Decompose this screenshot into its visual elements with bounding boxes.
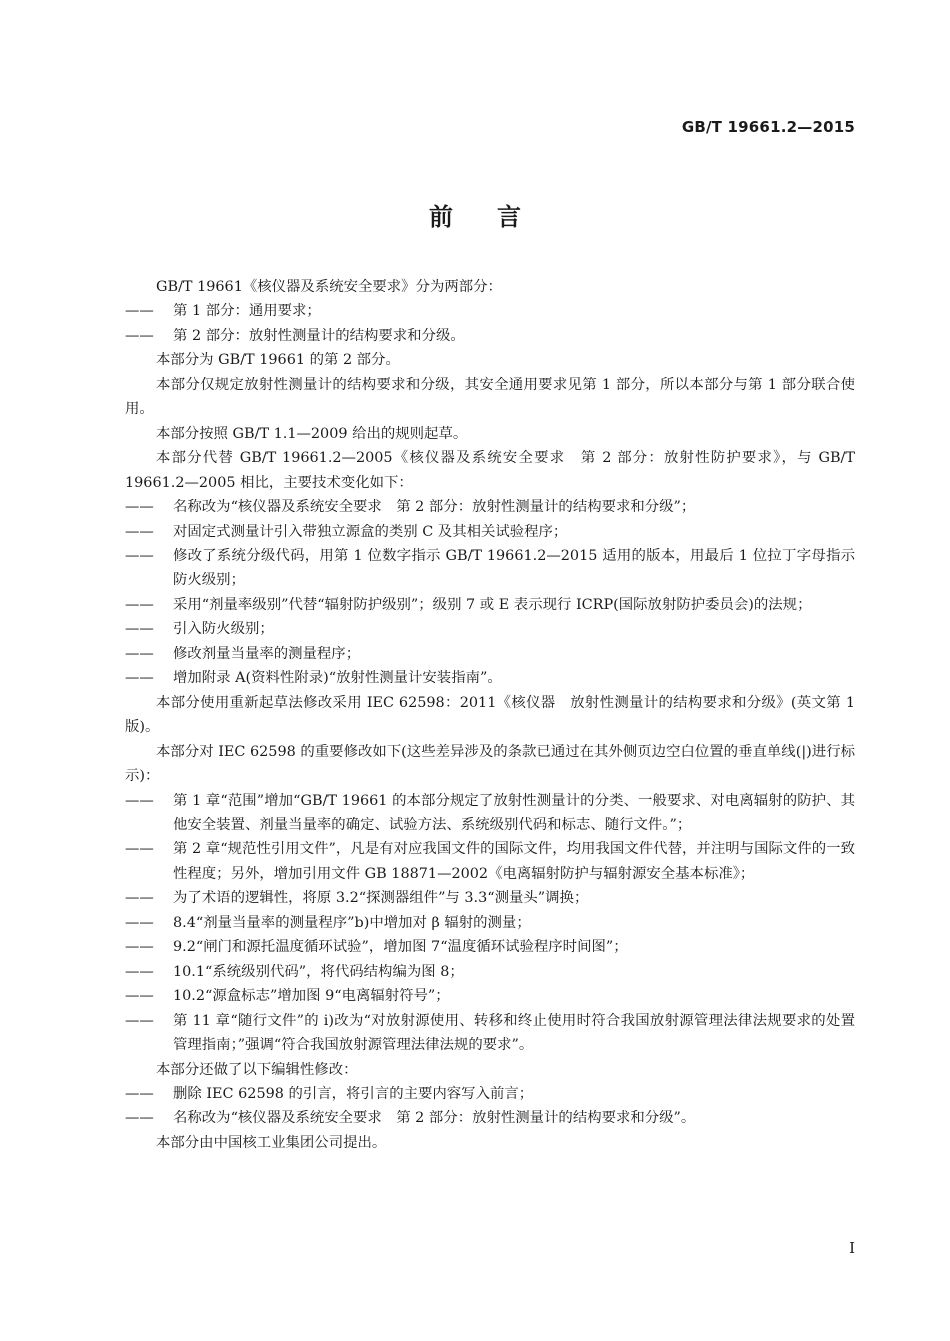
list-item [125,886,855,910]
dash-mark: —— [125,645,154,662]
list-item-text: 8.4“剂量当量率的测量程序”b)中增加对 β 辐射的测量； [173,914,531,931]
page-number: I [849,1239,855,1257]
list-item-text: 采用“剂量率级别”代替“辐射防护级别”；级别 7 或 E 表示现行 ICRP(国际放射防护委员会)的法规； [173,596,812,613]
paragraph: 本部分使用重新起草法修改采用 IEC 62598：2011《核仪器 放射性测量计的结构要求和分级》(英文第 1 版)。 [125,694,855,736]
list-item-text: 第 2 部分：放射性测量计的结构要求和分级。 [173,327,465,344]
standard-number: GB/T 19661.2—2015 [681,118,855,136]
list-item-text: 第 1 部分：通用要求； [173,303,321,320]
list-item [125,642,855,666]
list-item-text: 增加附录 A(资料性附录)“放射性测量计安装指南”。 [173,670,502,687]
list-item [125,837,855,886]
list-item [125,789,855,838]
foreword-body [125,275,855,1155]
paragraph: 本部分由中国核工业集团公司提出。 [156,1134,387,1151]
dash-mark: —— [125,499,154,516]
dash-mark: —— [125,303,154,320]
list-item [125,984,855,1008]
dash-mark: —— [125,963,154,980]
dash-mark: —— [125,670,154,687]
list-item-text: 名称改为“核仪器及系统安全要求 第 2 部分：放射性测量计的结构要求和分级”； [173,499,696,516]
dash-mark: —— [125,988,154,1005]
list-item [125,324,855,348]
dash-mark: —— [125,939,154,956]
list-item-text: 9.2“闸门和源托温度循环试验”，增加图 7“温度循环试验程序时间图”； [173,939,628,956]
dash-mark: —— [125,547,154,564]
dash-mark: —— [125,596,154,613]
paragraph: 本部分代替 GB/T 19661.2—2005《核仪器及系统安全要求 第 2 部分：放射性防护要求》，与 GB/T 19661.2—2005 相比，主要技术变化如下： [125,450,855,491]
dash-mark: —— [125,841,154,858]
list-item [125,935,855,959]
paragraph: 本部分还做了以下编辑性修改： [156,1061,358,1078]
dash-mark: —— [125,523,154,540]
dash-mark: —— [125,1012,154,1029]
list-item-text: 对固定式测量计引入带独立源盒的类别 C 及其相关试验程序； [173,523,568,540]
list-item-text: 引入防火级别； [173,621,274,638]
paragraph: 本部分对 IEC 62598 的重要修改如下(这些差异涉及的条款已通过在其外侧页边空白位置的垂直单线(|)进行标示)： [125,743,855,785]
dash-mark: —— [125,327,154,344]
paragraph: GB/T 19661《核仪器及系统安全要求》分为两部分： [156,279,502,295]
list-item [125,495,855,519]
list-item-text: 第 11 章“随行文件”的 i)改为“对放射源使用、转移和终止使用时符合我国放射源管理法律法规要求的处置管理指南；”强调“符合我国放射源管理法律法规的要求”。 [173,1012,855,1054]
list-item-text: 第 2 章“规范性引用文件”，凡是有对应我国文件的国际文件，均用我国文件代替，并注明与国际文件的一致性程度；另外，增加引用文件 GB 18871—2002《电离辐射防护与辐射源安全基本标准》； [173,841,855,882]
dash-mark: —— [125,621,154,638]
dash-mark: —— [125,1085,154,1102]
list-item-text: 修改剂量当量率的测量程序； [173,645,361,662]
list-item-text: 第 1 章“范围”增加“GB/T 19661 的本部分规定了放射性测量计的分类、一般要求、对电离辐射的防护、其他安全装置、剂量当量率的确定、试验方法、系统级别代码和标志、随行文件。”； [173,792,855,833]
list-item [125,911,855,935]
list-item [125,520,855,544]
paragraph: 本部分仅规定放射性测量计的结构要求和分级，其安全通用要求见第 1 部分，所以本部分与第 1 部分联合使用。 [125,376,855,418]
list-item [125,544,855,593]
list-item [125,593,855,617]
list-item-text: 为了术语的逻辑性，将原 3.2“探测器组件”与 3.3“测量头”调换； [173,890,589,907]
list-item [125,1082,855,1106]
dash-mark: —— [125,792,154,809]
list-item [125,617,855,641]
list-item-text: 删除 IEC 62598 的引言，将引言的主要内容写入前言； [173,1085,534,1102]
dash-mark: —— [125,890,154,907]
paragraph: 本部分按照 GB/T 1.1—2009 给出的规则起草。 [156,425,468,442]
list-item-text: 10.1“系统级别代码”，将代码结构编为图 8； [173,963,464,980]
dash-mark: —— [125,1110,154,1127]
page-title: 前言 [429,203,565,231]
list-item [125,666,855,690]
list-item-text: 名称改为“核仪器及系统安全要求 第 2 部分：放射性测量计的结构要求和分级”。 [173,1110,696,1127]
list-item-text: 修改了系统分级代码，用第 1 位数字指示 GB/T 19661.2—2015 适用的版本，用最后 1 位拉丁字母指示防火级别； [173,547,855,589]
list-item [125,1009,855,1058]
list-item [125,299,855,323]
paragraph: 本部分为 GB/T 19661 的第 2 部分。 [156,352,400,369]
list-item [125,960,855,984]
list-item-text: 10.2“源盒标志”增加图 9“电离辐射符号”； [173,988,450,1005]
dash-mark: —— [125,914,154,931]
list-item [125,1106,855,1130]
